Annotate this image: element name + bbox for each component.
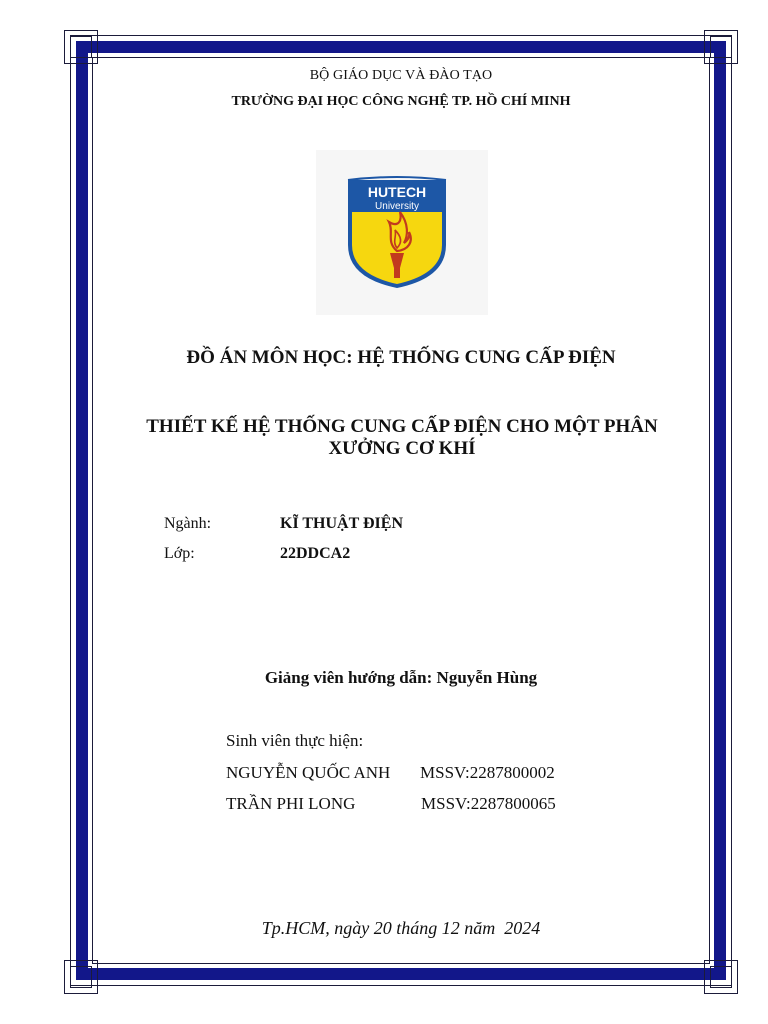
major-label: Ngành: [164,515,212,532]
project-title-line-2: XƯỞNG CƠ KHÍ [328,438,476,459]
student-name: TRẦN PHI LONG [226,794,356,813]
corner-ornament-top-left [64,30,98,64]
project-title-line-1: THIẾT KẾ HỆ THỐNG CUNG CẤP ĐIỆN CHO MỘT PHÂN [146,416,658,437]
university-name: TRƯỜNG ĐẠI HỌC CÔNG NGHỆ TP. HỒ CHÍ MINH [231,94,571,109]
students-heading: Sinh viên thực hiện: [226,731,364,750]
logo-subtitle: University [375,201,419,212]
logo-name: HUTECH [367,184,427,200]
project-title [112,416,692,460]
ministry-name: BỘ GIÁO DỤC VÀ ĐÀO TẠO [309,68,493,83]
corner-ornament-bottom-left [64,960,98,994]
date-line: Tp.HCM, ngày 20 tháng 12 năm 2024 [261,918,541,938]
student-id: MSSV:2287800065 [421,794,556,813]
class-label: Lớp: [164,545,195,562]
student-id: MSSV:2287800002 [420,763,555,782]
university-logo [316,150,488,315]
major-value: KĨ THUẬT ĐIỆN [280,515,403,532]
class-value: 22DDCA2 [280,545,351,562]
student-name: NGUYỄN QUỐC ANH [226,763,391,782]
corner-ornament-bottom-right [704,960,738,994]
course-title: ĐỒ ÁN MÔN HỌC: HỆ THỐNG CUNG CẤP ĐIỆN [186,347,616,368]
supervisor: Giảng viên hướng dẫn: Nguyễn Hùng [264,668,538,687]
corner-ornament-top-right [704,30,738,64]
